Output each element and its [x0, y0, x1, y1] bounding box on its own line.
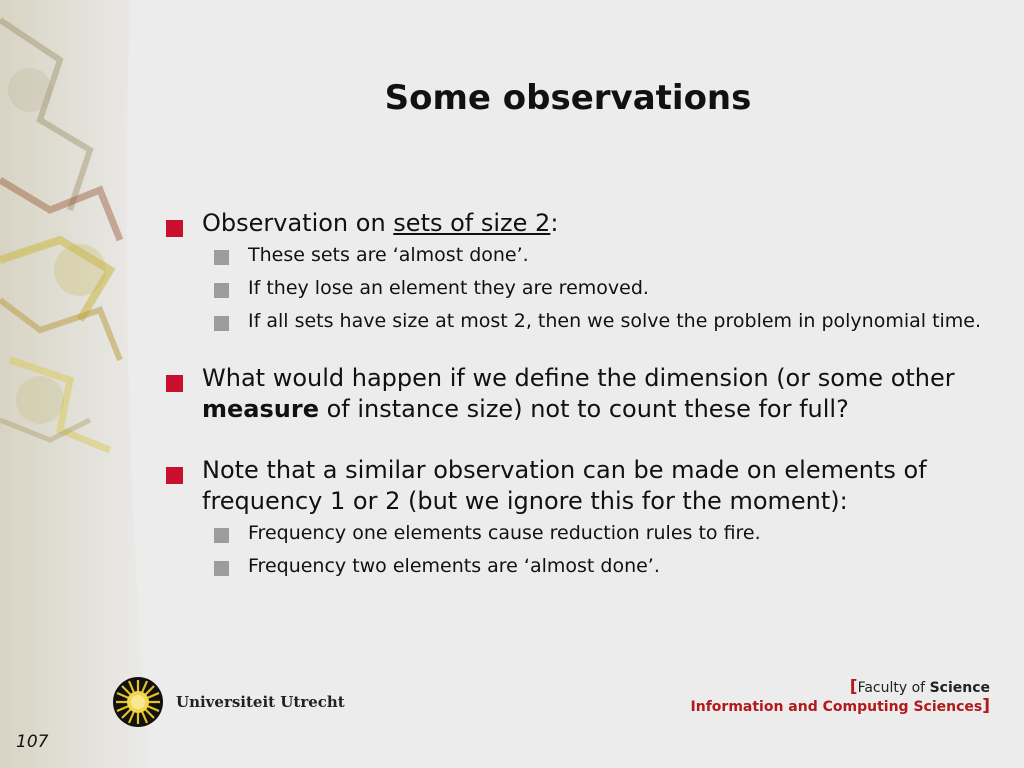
- sub-bullet-text: If all sets have size at most 2, then we solve the problem in polynomial time.: [248, 310, 982, 332]
- bullet-text-underlined: sets of size 2: [393, 209, 551, 237]
- bracket-open: [: [849, 677, 858, 697]
- faculty-name: Science: [929, 680, 990, 696]
- sub-bullet-item: [214, 553, 996, 580]
- bullet-item: [166, 455, 996, 517]
- sub-bullet-square-icon: [214, 561, 229, 576]
- bullet-text: [202, 363, 996, 425]
- bracket-close: ]: [982, 696, 990, 716]
- bullet-list: [166, 208, 996, 580]
- sub-bullet-square-icon: [214, 528, 229, 543]
- bullet-item: [166, 363, 996, 425]
- sub-bullet-text: Frequency one elements cause reduction rules to fire.: [248, 522, 761, 544]
- sun-seal-icon: [112, 676, 164, 728]
- department-line: [691, 697, 990, 716]
- faculty-prefix: Faculty of: [857, 680, 930, 696]
- sub-bullet-item: [214, 520, 996, 547]
- faculty-label: [691, 678, 990, 716]
- sub-bullet-square-icon: [214, 316, 229, 331]
- university-name: Universiteit Utrecht: [176, 693, 345, 711]
- bullet-text-prefix: Observation on: [202, 209, 394, 237]
- sub-bullet-item: [214, 308, 996, 335]
- sub-bullet-square-icon: [214, 283, 229, 298]
- bullet-square-icon: [166, 375, 183, 392]
- spacer: [166, 335, 996, 363]
- bullet-text-bold: measure: [202, 395, 319, 423]
- bullet-square-icon: [166, 220, 183, 237]
- department-name: Information and Computing Sciences: [690, 699, 983, 715]
- page-number: 107: [16, 732, 49, 752]
- bullet-text-suffix: :: [550, 209, 559, 237]
- bullet-text-prefix: What would happen if we define the dimension (or some other: [202, 364, 955, 392]
- bullet-square-icon: [166, 467, 183, 484]
- sub-bullet-item: [214, 242, 996, 269]
- slide-title: Some observations: [384, 78, 752, 118]
- sub-bullet-text: These sets are ‘almost done’.: [248, 244, 529, 266]
- spacer: [166, 425, 996, 455]
- sub-bullet-text: Frequency two elements are ‘almost done’.: [248, 555, 660, 577]
- bullet-item: [166, 208, 996, 239]
- sub-bullet-item: [214, 275, 996, 302]
- sub-bullet-text: If they lose an element they are removed.: [248, 277, 649, 299]
- faculty-line: [691, 678, 990, 697]
- sub-bullet-square-icon: [214, 250, 229, 265]
- bullet-text: [202, 208, 558, 239]
- university-logo: [112, 676, 345, 728]
- bullet-text-suffix: of instance size) not to count these for full?: [318, 395, 849, 423]
- bullet-text: Note that a similar observation can be made on elements of frequency 1 or 2 (but we ignore this for the moment):: [202, 456, 927, 515]
